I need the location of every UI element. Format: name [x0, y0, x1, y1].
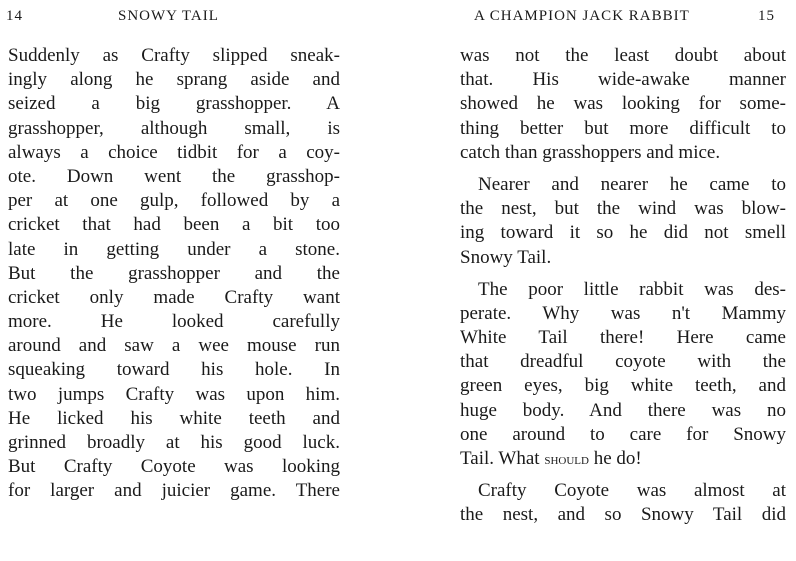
text-line: seized a big grasshopper. A [8, 93, 340, 115]
text-line: Nearer and nearer he came to [478, 173, 786, 195]
text-line: showed he was looking for some- [460, 93, 786, 115]
text-line: But Crafty Coyote was looking [8, 456, 340, 478]
text-line: perate. Why was n't Mammy [460, 302, 786, 324]
text-line: two jumps Crafty was upon him. [8, 383, 340, 405]
running-head: SNOWY TAIL [118, 8, 219, 24]
text-line: the nest, but the wind was blow- [460, 198, 786, 220]
text-line: one around to care for Snowy [460, 423, 786, 445]
text-line: cricket only made Crafty want [8, 286, 340, 308]
right-page [398, 0, 796, 561]
text-line: green eyes, big white teeth, and [460, 375, 786, 397]
text-line: Snowy Tail. [460, 246, 552, 268]
text-line: late in getting under a stone. [8, 238, 340, 260]
text-line: the nest, and so Snowy Tail did [460, 504, 786, 526]
text-line: more. He looked carefully [8, 311, 340, 333]
text-line: The poor little rabbit was des- [478, 278, 786, 300]
text-line: thing better but more difficult to [460, 117, 786, 139]
body-text [460, 44, 786, 528]
text-fragment: Tail. What [460, 448, 545, 469]
text-line: ingly along he sprang aside and [8, 69, 340, 91]
text-fragment: he do! [588, 448, 642, 469]
text-line: was not the least doubt about [460, 45, 786, 66]
text-line: ote. Down went the grasshop- [8, 165, 340, 187]
text-line: catch than grasshoppers and mice. [460, 141, 721, 163]
text-line [460, 447, 786, 471]
text-line: grasshopper, although small, is [8, 117, 340, 139]
text-line: always a choice tidbit for a coy- [8, 141, 340, 163]
text-line: squeaking toward his hole. In [8, 359, 340, 381]
page-number: 15 [758, 8, 775, 24]
running-head: A CHAMPION JACK RABBIT [474, 8, 690, 24]
text-line: ing toward it so he did not smell [460, 222, 786, 244]
text-line: that dreadful coyote with the [460, 351, 786, 373]
body-text [8, 44, 340, 504]
text-line: cricket that had been a bit too [8, 214, 340, 236]
text-line: for larger and juicier game. There [8, 480, 340, 502]
text-line: Suddenly as Crafty slipped sneak- [8, 45, 340, 66]
emphasis-word: should [544, 452, 589, 468]
text-line: White Tail there! Here came [460, 327, 786, 349]
text-line: He licked his white teeth and [8, 407, 340, 429]
text-line: around and saw a wee mouse run [8, 335, 340, 357]
text-line: huge body. And there was no [460, 399, 786, 421]
page-number: 14 [6, 8, 23, 24]
text-line: grinned broadly at his good luck. [8, 432, 340, 453]
text-line: per at one gulp, followed by a [8, 190, 340, 212]
text-line: But the grasshopper and the [8, 262, 340, 284]
text-line: Crafty Coyote was almost at [478, 480, 786, 502]
text-line: that. His wide-awake manner [460, 69, 786, 91]
